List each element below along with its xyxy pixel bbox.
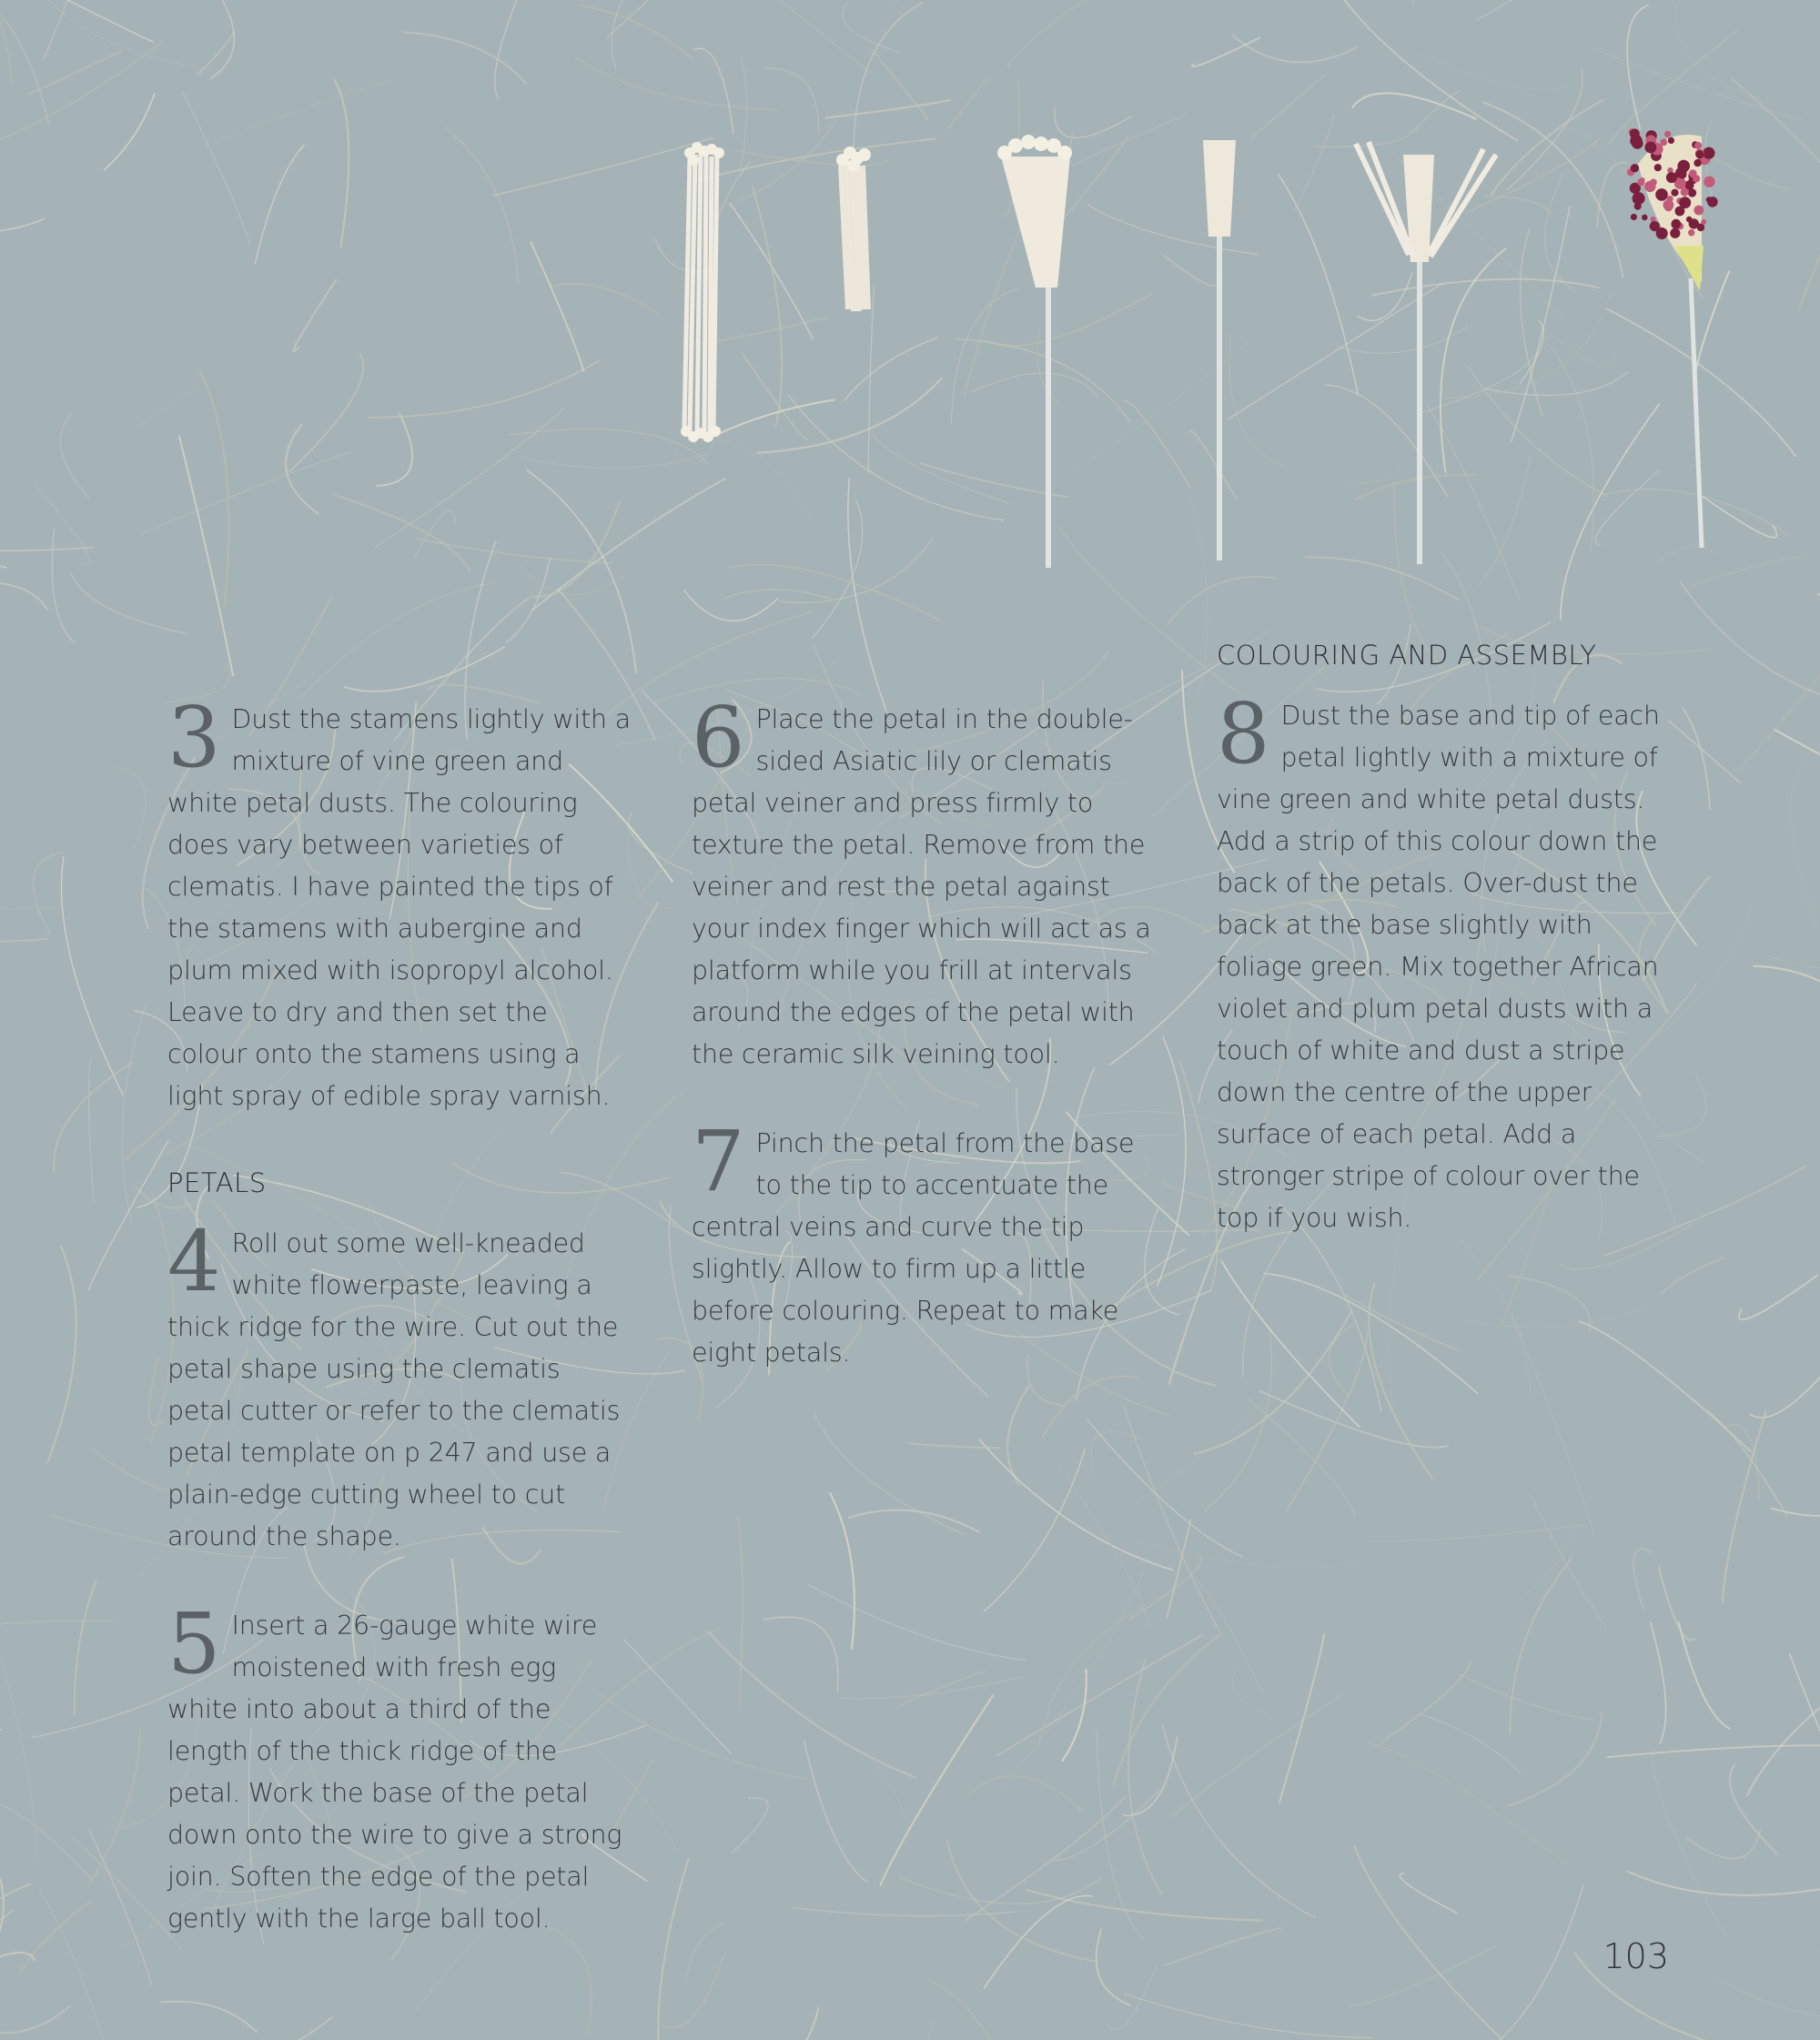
stamen-bud-stage-4: [1203, 140, 1236, 560]
step-text: Pinch the petal from the base to the tip to accentuate the central veins and curve the tip slightly. Allow to firm up a little before colouring. Repeat to make eight petals.: [692, 1128, 1135, 1368]
step-text: Insert a 26-gauge white wire moistened with fresh egg white into about a third of the length of the thick ridge of the petal. Work the base of the petal down onto the wire to give a strong join. Soften the edge of the petal gently with the large ball tool.: [167, 1611, 622, 1934]
column-left: [167, 689, 632, 1987]
column-right: [1217, 637, 1681, 1287]
step-number: 3: [167, 689, 221, 786]
step-text: Dust the base and tip of each petal lightly with a mixture of vine green and white petal dusts. Add a strip of this colour down the back of the petals. Over-dust the back at the base slightly with foliage green. Mix together African violet and plum petal dusts with a touch of white and dust a stripe down the centre of the upper surface of each petal. Add a stronger stripe of colour over the top if you wish.: [1217, 701, 1660, 1233]
step-6: [692, 689, 1156, 1076]
step-number: 6: [692, 689, 745, 786]
petals-heading: PETALS: [167, 1167, 267, 1198]
page-number: 103: [1603, 1936, 1669, 1976]
column-middle: [692, 689, 1156, 1421]
step-number: 8: [1217, 685, 1270, 783]
stamen-assembly-photo: [637, 109, 1820, 582]
stamen-bud-stage-5: [1356, 142, 1496, 564]
step-number: 4: [167, 1213, 221, 1310]
step-text: Dust the stamens lightly with a mixture of vine green and white petal dusts. The colouring does vary between varieties of clematis. I have painted the tips of the stamens with aubergine and plum mixed with isopropyl alcohol. Leave to dry and then set the colour onto the stamens using a light spray of edible spray varnish.: [167, 704, 632, 1111]
stamen-bundle-stage-1: [681, 142, 724, 442]
step-7: [692, 1113, 1156, 1374]
step-number: 7: [692, 1113, 745, 1210]
stamen-bundle-stage-2: [836, 146, 871, 311]
step-text: Roll out some well-kneaded white flowerpaste, leaving a thick ridge for the wire. Cut out the petal shape using the clematis petal cutter or refer to the clematis petal template on p 247 and use a plain-edge cutting wheel to cut around the shape.: [167, 1228, 621, 1551]
step-5: [167, 1595, 632, 1940]
step-3: [167, 689, 632, 1117]
coloured-stamens-stage-6: [1627, 128, 1718, 548]
stamen-bundle-stage-3: [997, 135, 1072, 568]
step-text: Place the petal in the double-sided Asiatic lily or clematis petal veiner and press firmly to texture the petal. Remove from the veiner and rest the petal against your index finger which will act as a platform while you frill at intervals around the edges of the petal with the ceramic silk veining tool.: [692, 704, 1151, 1069]
step-8: [1217, 685, 1681, 1239]
step-4: [167, 1213, 632, 1558]
colouring-heading: COLOURING AND ASSEMBLY: [1217, 640, 1597, 671]
step-number: 5: [167, 1595, 221, 1692]
